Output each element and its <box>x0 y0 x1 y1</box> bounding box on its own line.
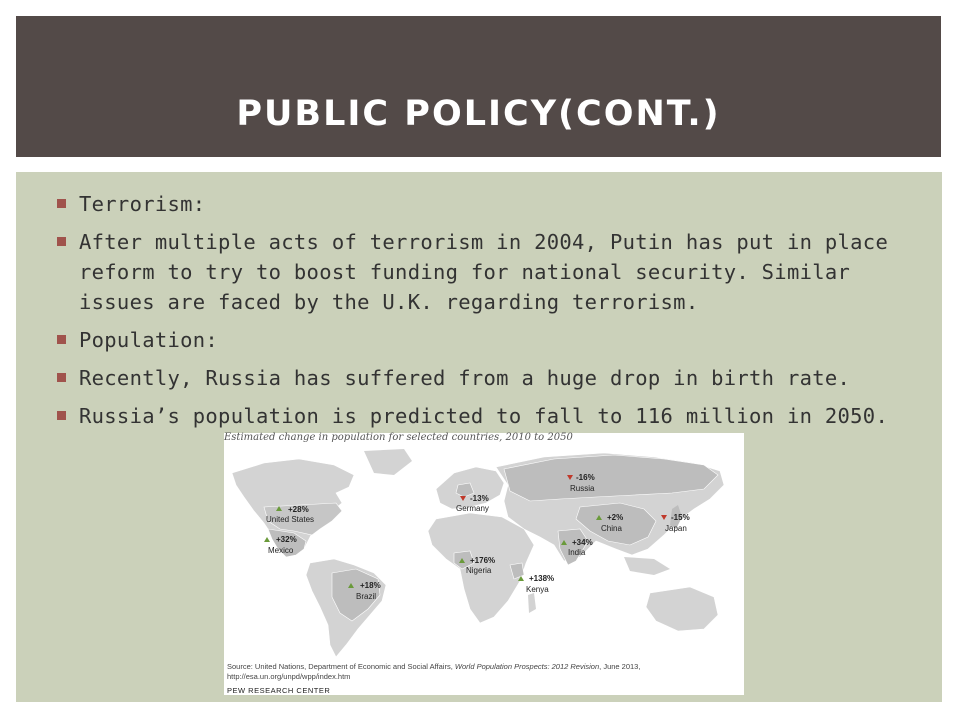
bullet-text: Recently, Russia has suffered from a huge drop in birth rate. <box>79 366 851 390</box>
bullet-text: Population: <box>79 328 219 352</box>
source-prefix: Source: United Nations, Department of Economic and Social Affairs, <box>227 662 455 671</box>
bullet-item-putin-reform <box>56 227 906 317</box>
map-source <box>227 662 742 682</box>
country-label: Germany <box>456 504 489 513</box>
source-suffix: , June 2013, <box>599 662 641 671</box>
bullet-text: Russia’s population is predicted to fall to 116 million in 2050. <box>79 404 889 428</box>
map-caption: Estimated change in population for selected countries, 2010 to 2050 <box>224 432 573 443</box>
bullet-square-icon <box>57 373 66 382</box>
country-label: Nigeria <box>466 566 492 575</box>
bullet-list <box>56 189 906 439</box>
source-url: http://esa.un.org/unpd/wpp/index.htm <box>227 672 351 681</box>
value-label: +176% <box>470 556 496 565</box>
bullet-text: Terrorism: <box>79 192 206 216</box>
value-label: +138% <box>529 574 555 583</box>
value-label: +2% <box>607 513 624 522</box>
map-credit: PEW RESEARCH CENTER <box>227 686 331 695</box>
value-label: -15% <box>671 513 690 522</box>
value-label: +32% <box>276 535 297 544</box>
value-label: +28% <box>288 505 309 514</box>
country-label: Japan <box>665 524 687 533</box>
country-label: Russia <box>570 484 595 493</box>
value-label: -16% <box>576 473 595 482</box>
title-banner <box>16 16 941 157</box>
bullet-item-population <box>56 325 906 355</box>
value-label: +18% <box>360 581 381 590</box>
bullet-text: After multiple acts of terrorism in 2004, Putin has put in place reform to try to boost funding for national security. Similar issues are faced by the U.K. regarding terrorism. <box>79 230 889 314</box>
bullet-square-icon <box>57 237 66 246</box>
country-label: Brazil <box>356 592 377 601</box>
marker-germany <box>456 494 489 513</box>
country-label: China <box>601 524 622 533</box>
bullet-item-population-forecast <box>56 401 906 431</box>
slide-title: PUBLIC POLICY(CONT.) <box>236 94 721 134</box>
source-title: World Population Prospects: 2012 Revision <box>454 662 600 671</box>
bullet-square-icon <box>57 335 66 344</box>
country-label: India <box>568 548 586 557</box>
world-map <box>224 445 744 660</box>
bullet-item-terrorism <box>56 189 906 219</box>
value-label: +34% <box>572 538 593 547</box>
country-label: Kenya <box>526 585 549 594</box>
country-label: Mexico <box>268 546 294 555</box>
bullet-square-icon <box>57 411 66 420</box>
country-label: United States <box>266 515 315 524</box>
population-map-figure <box>224 433 744 695</box>
value-label: -13% <box>470 494 489 503</box>
bullet-square-icon <box>57 199 66 208</box>
bullet-item-birth-rate <box>56 363 906 393</box>
